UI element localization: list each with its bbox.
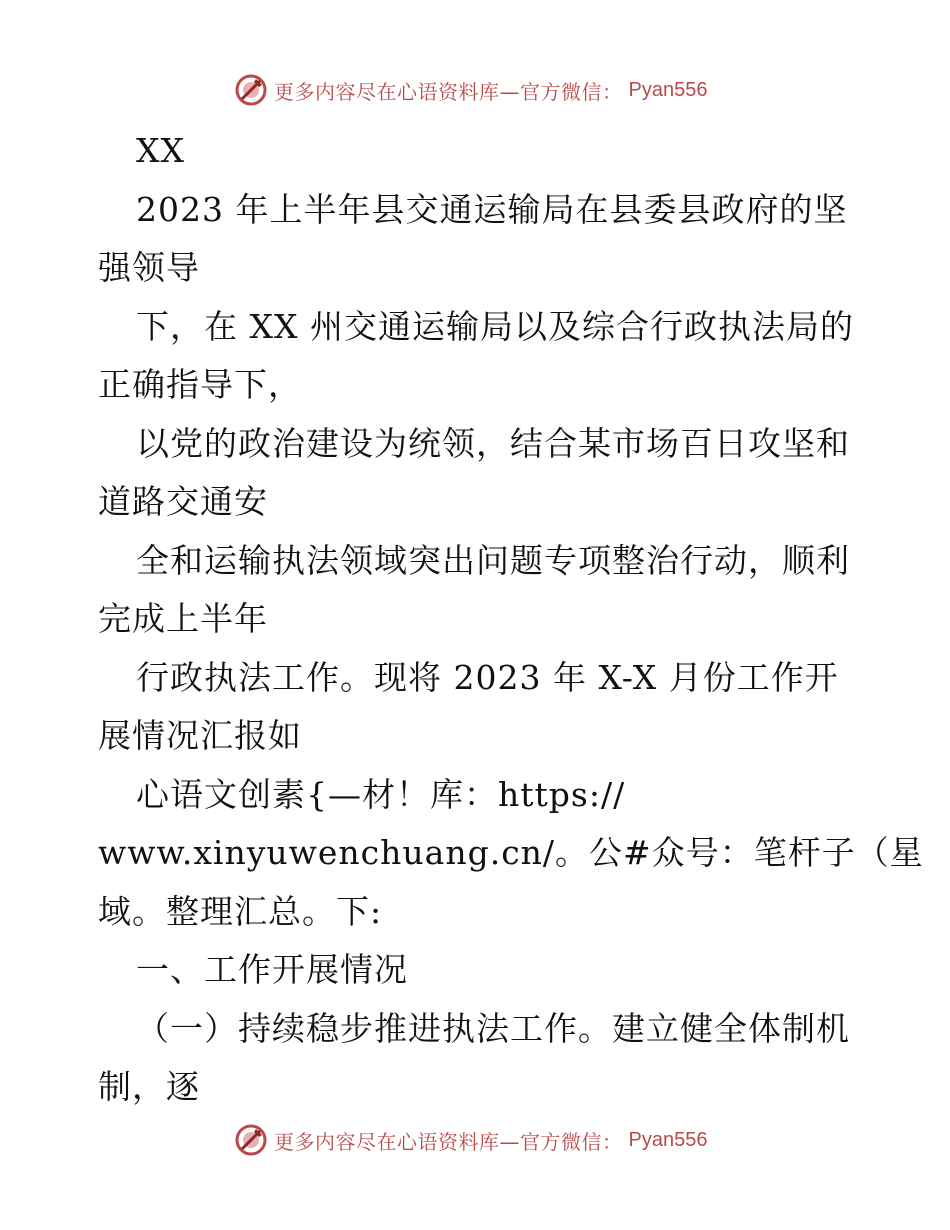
text-line: 行政执法工作。现将 2023 年 X-X 月份工作开	[136, 657, 839, 697]
header-watermark	[234, 72, 707, 108]
text-line: 完成上半年	[98, 599, 268, 638]
section-heading: 一、工作开展情况	[136, 950, 408, 989]
footer-watermark	[234, 1122, 707, 1158]
text-line: 以党的政治建设为统领，结合某市场百日攻坚和	[136, 423, 850, 463]
text-line: www.xinyuwenchuang.cn/。公#众号：笔杆子（星	[98, 833, 924, 872]
watermark-text: 更多内容尽在心语资料库—官方微信：	[274, 79, 623, 104]
text-line: 全和运输执法领域突出问题专项整治行动，顺利	[136, 540, 850, 580]
text-line: 心语文创素{—材！库：https://	[136, 774, 626, 814]
text-line: 下，在 XX 州交通运输局以及综合行政执法局的	[136, 306, 854, 346]
text-line: （一）持续稳步推进执法工作。建立健全体制机	[136, 1008, 850, 1048]
document-body	[98, 122, 924, 1117]
text-line: 制，逐	[98, 1067, 200, 1106]
pen-logo-icon	[234, 73, 268, 107]
text-line: 展情况汇报如	[98, 716, 302, 755]
text-line: 正确指导下，	[98, 365, 302, 404]
watermark-wechat-id: Pyan556	[628, 1128, 708, 1151]
text-line: 道路交通安	[98, 482, 268, 521]
text-line: 域。整理汇总。下:	[98, 891, 383, 931]
pen-logo-icon	[234, 1123, 268, 1157]
text-line: XX	[136, 131, 185, 170]
watermark-text: 更多内容尽在心语资料库—官方微信：	[274, 1129, 623, 1154]
text-line: 2023 年上半年县交通运输局在县委县政府的坚	[136, 189, 848, 229]
text-line: 强领导	[98, 248, 200, 287]
watermark-wechat-id: Pyan556	[628, 78, 708, 101]
